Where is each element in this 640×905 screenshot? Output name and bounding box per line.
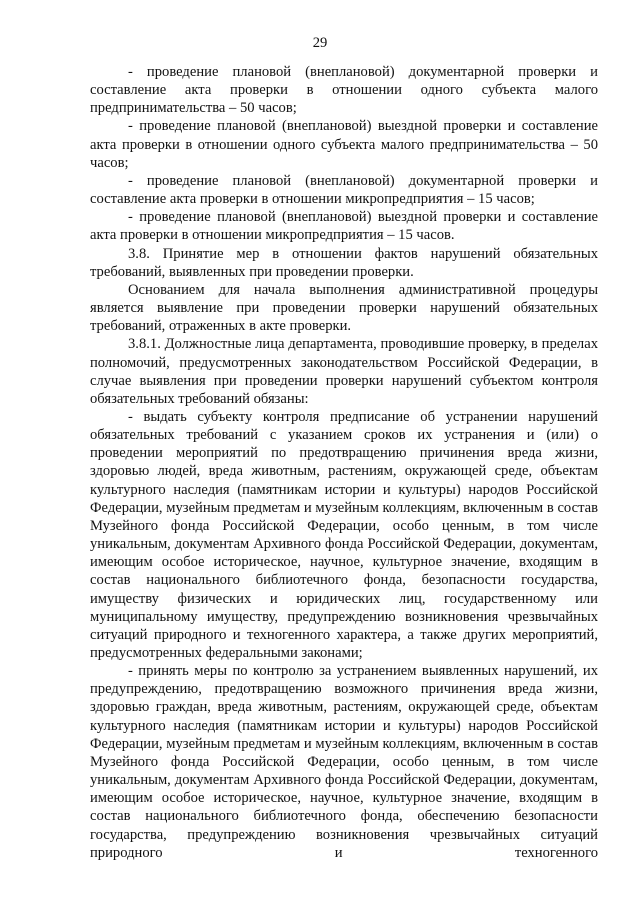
paragraph-procedure-basis: Основанием для начала выполнения административной процедуры является выявление при проведении проверки нарушений обязательных требований, отраженных в акте проверки.	[90, 281, 598, 335]
paragraph-field-inspection-microenterprise: - проведение плановой (внеплановой) выездной проверки и составление акта проверки в отношении микропредприятия – 15 часов.	[90, 209, 598, 244]
paragraph-issue-order: - выдать субъекту контроля предписание об устранении нарушений обязательных требований с указанием сроков их устранения и (или) о проведении мероприятий по предотвращению причинения вреда жизни, здоровью людей, вреда животным, растениям, окружающей среде, объектам культурного наследия (памятникам истории и культуры) народов Российской Федерации, музейным предметам и музейным коллекциям, включенным в состав Музейного фонда Российской Федерации, особо ценным, в том числе уникальным, документам Архивного фонда Российской Федерации, документам, имеющим особое историческое, научное, культурное значение, входящим в состав национального библиотечного фонда, безопасности государства, имуществу физических и юридических лиц, государственному или муниципальному имуществу, предупреждению возникновения чрезвычайных ситуаций природного и техногенного характера, а также других мероприятий, предусмотренных федеральными законами;	[90, 408, 598, 661]
page-number: 29	[312, 35, 328, 51]
paragraph-documentary-inspection-small-business: - проведение плановой (внеплановой) документарной проверки и составление акта проверки в отношении одного субъекта малого предпринимательства – 50 часов;	[90, 64, 598, 117]
section-3-8-heading: 3.8. Принятие мер в отношении фактов нарушений обязательных требований, выявленных при проведении проверки.	[90, 245, 598, 280]
paragraph-field-inspection-small-business: - проведение плановой (внеплановой) выездной проверки и составление акта проверки в отношении одного субъекта малого предпринимательства – 50 часов;	[90, 118, 598, 171]
section-3-8-1-paragraph: 3.8.1. Должностные лица департамента, проводившие проверку, в пределах полномочий, предусмотренных законодательством Российской Федерации, в случае выявления при проведении проверки нарушений субъектом контроля обязательных требований обязаны:	[90, 336, 598, 407]
document-body	[90, 63, 598, 862]
paragraph-documentary-inspection-microenterprise: - проведение плановой (внеплановой) документарной проверки и составление акта проверки в отношении микропредприятия – 15 часов;	[90, 172, 598, 208]
paragraph-take-control-measures: - принять меры по контролю за устранением выявленных нарушений, их предупреждению, предотвращению возможного причинения вреда жизни, здоровью граждан, вреда животным, растениям, окружающей среде, объектам культурного наследия (памятникам истории и культуры) народов Российской Федерации, музейным предметам и музейным коллекциям, включенным в состав Музейного фонда Российской Федерации, особо ценным, в том числе уникальным, документам Архивного фонда Российской Федерации, документам, имеющим особое историческое, научное, культурное значение, входящим в состав национального библиотечного фонда, обеспечению безопасности государства, предупреждению возникновения чрезвычайных ситуаций природного и техногенного	[90, 663, 598, 861]
